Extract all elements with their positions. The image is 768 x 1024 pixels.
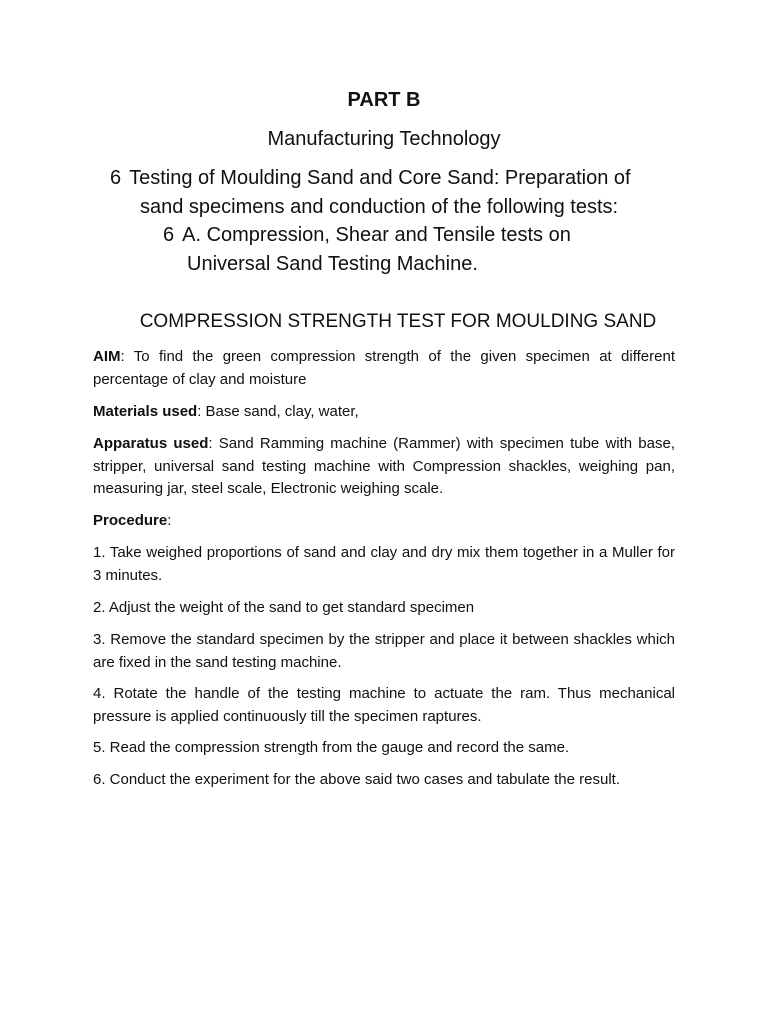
section-title: COMPRESSION STRENGTH TEST FOR MOULDING SAND xyxy=(139,311,657,332)
procedure-step: 6. Conduct the experiment for the above said two cases and tabulate the result. xyxy=(93,771,620,788)
part-title: PART B xyxy=(347,89,421,111)
experiment-subtitle-line-1: A. Compression, Shear and Tensile tests on xyxy=(182,224,571,246)
procedure-step: 3. Remove the standard specimen by the stripper and place it between shackles which are fixed in the sand testing machine. xyxy=(93,631,675,671)
experiment-number: 6 xyxy=(110,167,122,189)
procedure-step: 2. Adjust the weight of the sand to get standard specimen xyxy=(93,599,475,616)
apparatus-paragraph xyxy=(93,433,675,501)
experiment-title-line-2: sand specimens and conduction of the following tests: xyxy=(140,196,619,218)
procedure-label: Procedure xyxy=(93,512,168,529)
procedure-step: 5. Read the compression strength from the gauge and record the same. xyxy=(93,739,570,756)
experiment-subtitle-line-2: Universal Sand Testing Machine. xyxy=(187,253,478,275)
materials-paragraph xyxy=(93,401,675,424)
materials-text: : Base sand, clay, water, xyxy=(197,403,359,420)
procedure-step: 4. Rotate the handle of the testing machine to actuate the ram. Thus mechanical pressure is applied continuously till the specimen raptures. xyxy=(93,685,675,725)
aim-paragraph xyxy=(93,346,675,391)
experiment-sub-number: 6 xyxy=(163,224,175,246)
procedure-colon: : xyxy=(167,512,172,529)
aim-label: AIM xyxy=(93,348,121,365)
apparatus-text: : Sand Ramming machine (Rammer) with specimen tube with base, stripper, universal sand testing machine with Compression shackles, weighing pan, measuring jar, steel scale, Electronic weighing scale. xyxy=(93,435,676,497)
apparatus-label: Apparatus used xyxy=(93,435,209,452)
procedure-step: 1. Take weighed proportions of sand and clay and dry mix them together in a Muller for 3 minutes. xyxy=(93,544,675,584)
procedure-heading xyxy=(93,510,675,533)
aim-text: : To find the green compression strength of the given specimen at different percentage of clay and moisture xyxy=(93,348,675,388)
experiment-subheading-line-1 xyxy=(163,221,571,250)
subject-title: Manufacturing Technology xyxy=(267,128,501,150)
materials-label: Materials used xyxy=(93,403,198,420)
experiment-title-line-1: Testing of Moulding Sand and Core Sand: Preparation of xyxy=(129,167,631,189)
experiment-heading-line-1 xyxy=(110,164,631,193)
